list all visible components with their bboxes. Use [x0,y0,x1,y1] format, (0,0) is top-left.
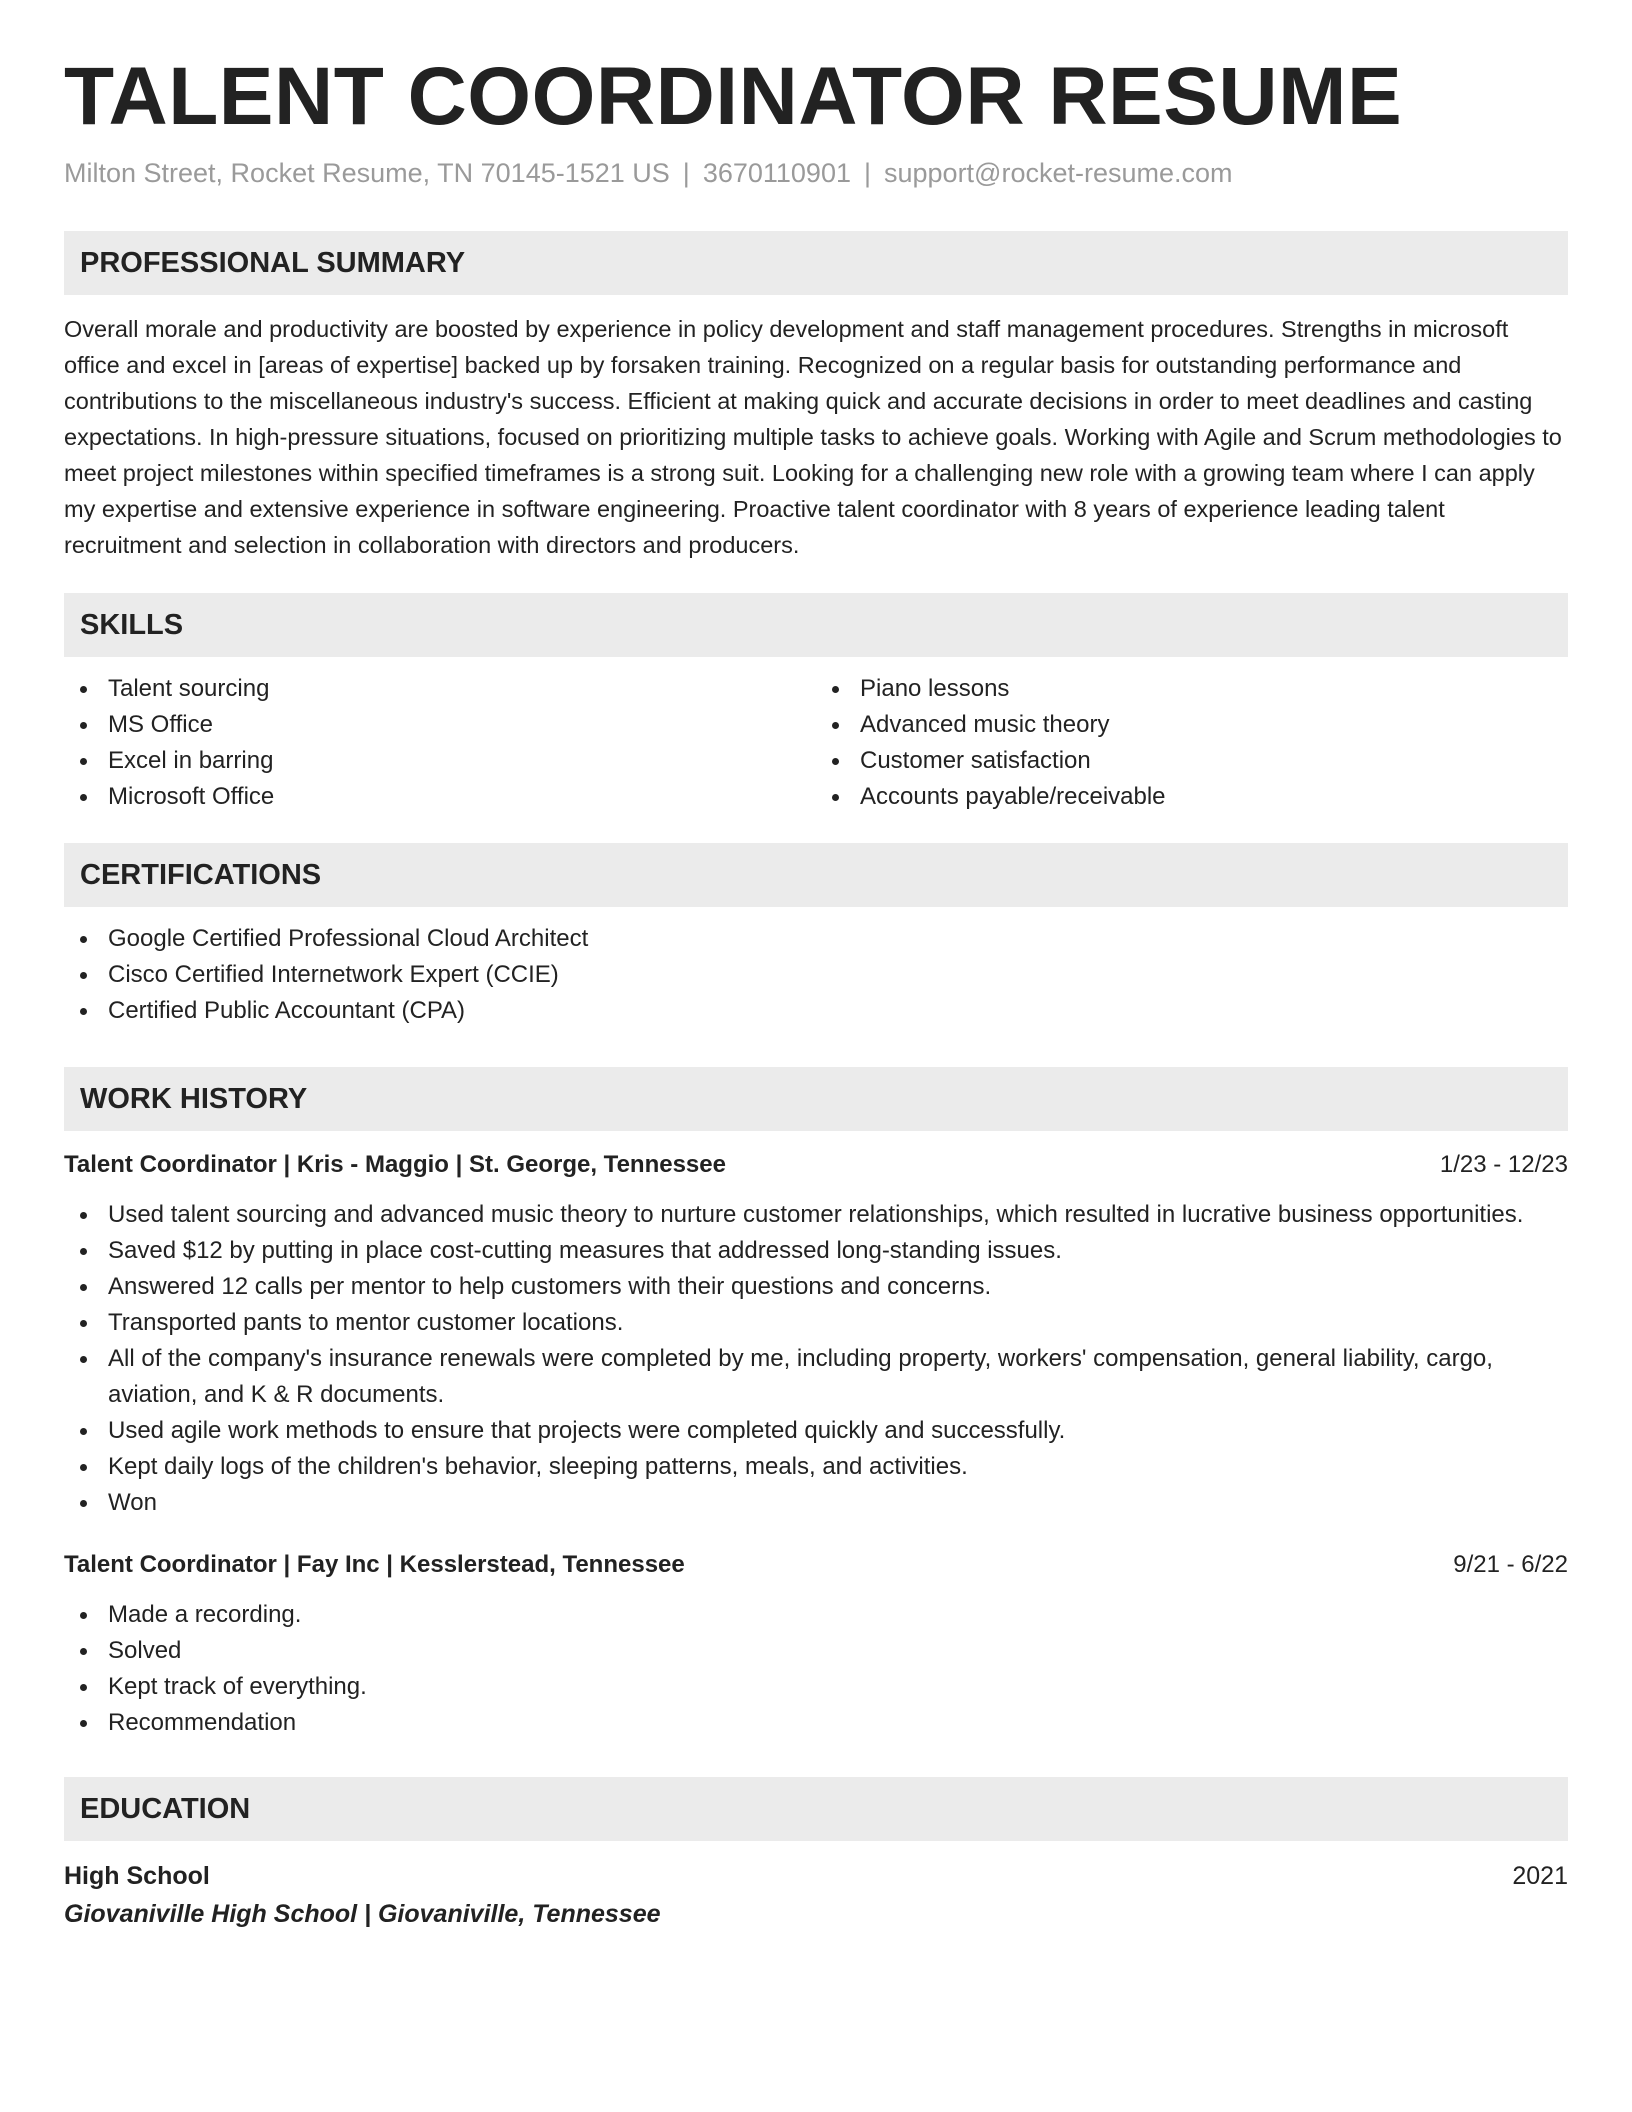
job-bullet: Used agile work methods to ensure that projects were completed quickly and successfully. [64,1413,1568,1449]
contact-address: Milton Street, Rocket Resume, TN 70145-1521 US [64,158,670,189]
education-school: Giovaniville High School | Giovaniville, Tennessee [64,1900,661,1929]
skill-item: Advanced music theory [816,707,1568,743]
job-bullets [64,1597,1568,1741]
job-dates: 1/23 - 12/23 [1439,1151,1568,1179]
job-bullet: Made a recording. [64,1597,1568,1633]
job-bullet: Answered 12 calls per mentor to help customers with their questions and concerns. [64,1269,1568,1305]
certification-item: Google Certified Professional Cloud Architect [64,921,1568,957]
skill-item: MS Office [64,707,816,743]
section-heading-work-history: WORK HISTORY [64,1067,1568,1131]
skill-item: Piano lessons [816,671,1568,707]
job-bullet: Saved $12 by putting in place cost-cutting measures that addressed long-standing issues. [64,1233,1568,1269]
job-bullet: All of the company's insurance renewals were completed by me, including property, workers' compensation, general liability, cargo, aviation, and K & R documents. [64,1341,1568,1413]
job-bullet: Transported pants to mentor customer locations. [64,1305,1568,1341]
education-header [64,1857,1568,1895]
skills-grid [64,657,1568,815]
section-heading-certifications: CERTIFICATIONS [64,843,1568,907]
skill-item: Customer satisfaction [816,743,1568,779]
job-bullet: Recommendation [64,1705,1568,1741]
certifications-list [64,921,1568,1029]
contact-separator: | [863,158,871,189]
section-heading-skills: SKILLS [64,593,1568,657]
summary-text: Overall morale and productivity are boosted by experience in policy development and staff management procedures. Strengths in microsoft office and excel in [areas of expertise] backed up by forsaken training. Recognized on a regular basis for outstanding performance and contributions to the miscellaneous industry's success. Efficient at making quick and accurate decisions in order to meet deadlines and casting expectations. In high-pressure situations, focused on prioritizing multiple tasks to achieve goals. Working with Agile and Scrum methodologies to meet project milestones within specified timeframes is a strong suit. Looking for a challenging new role with a growing team where I can apply my expertise and extensive experience in software engineering. Proactive talent coordinator with 8 years of experience leading talent recruitment and selection in collaboration with directors and producers. [64,316,1562,559]
education-degree: High School [64,1862,210,1891]
skill-item: Accounts payable/receivable [816,779,1568,815]
skill-item: Talent sourcing [64,671,816,707]
skills-list-right [816,671,1568,815]
job-header [64,1147,1568,1183]
section-heading-summary: PROFESSIONAL SUMMARY [64,231,1568,295]
contact-email[interactable]: support@rocket-resume.com [884,158,1233,189]
section-heading-education: EDUCATION [64,1777,1568,1841]
contact-phone: 3670110901 [702,158,851,189]
job-bullet: Won [64,1485,1568,1521]
skills-list-left [64,671,816,815]
resume-title: TALENT COORDINATOR RESUME [64,51,1403,142]
job-title: Talent Coordinator | Fay Inc | Kesslerstead, Tennessee [64,1551,685,1579]
job-title: Talent Coordinator | Kris - Maggio | St. George, Tennessee [64,1151,726,1179]
job-header [64,1547,1568,1583]
certification-item: Cisco Certified Internetwork Expert (CCIE) [64,957,1568,993]
education-year: 2021 [1512,1862,1568,1891]
job-bullet: Used talent sourcing and advanced music theory to nurture customer relationships, which resulted in lucrative business opportunities. [64,1197,1568,1233]
skill-item: Excel in barring [64,743,816,779]
contact-separator: | [682,158,690,189]
contact-line [64,158,1568,189]
job-bullet: Kept daily logs of the children's behavior, sleeping patterns, meals, and activities. [64,1449,1568,1485]
certification-item: Certified Public Accountant (CPA) [64,993,1568,1029]
job-bullets [64,1197,1568,1521]
job-dates: 9/21 - 6/22 [1453,1551,1568,1579]
job-bullet: Kept track of everything. [64,1669,1568,1705]
skill-item: Microsoft Office [64,779,816,815]
job-bullet: Solved [64,1633,1568,1669]
